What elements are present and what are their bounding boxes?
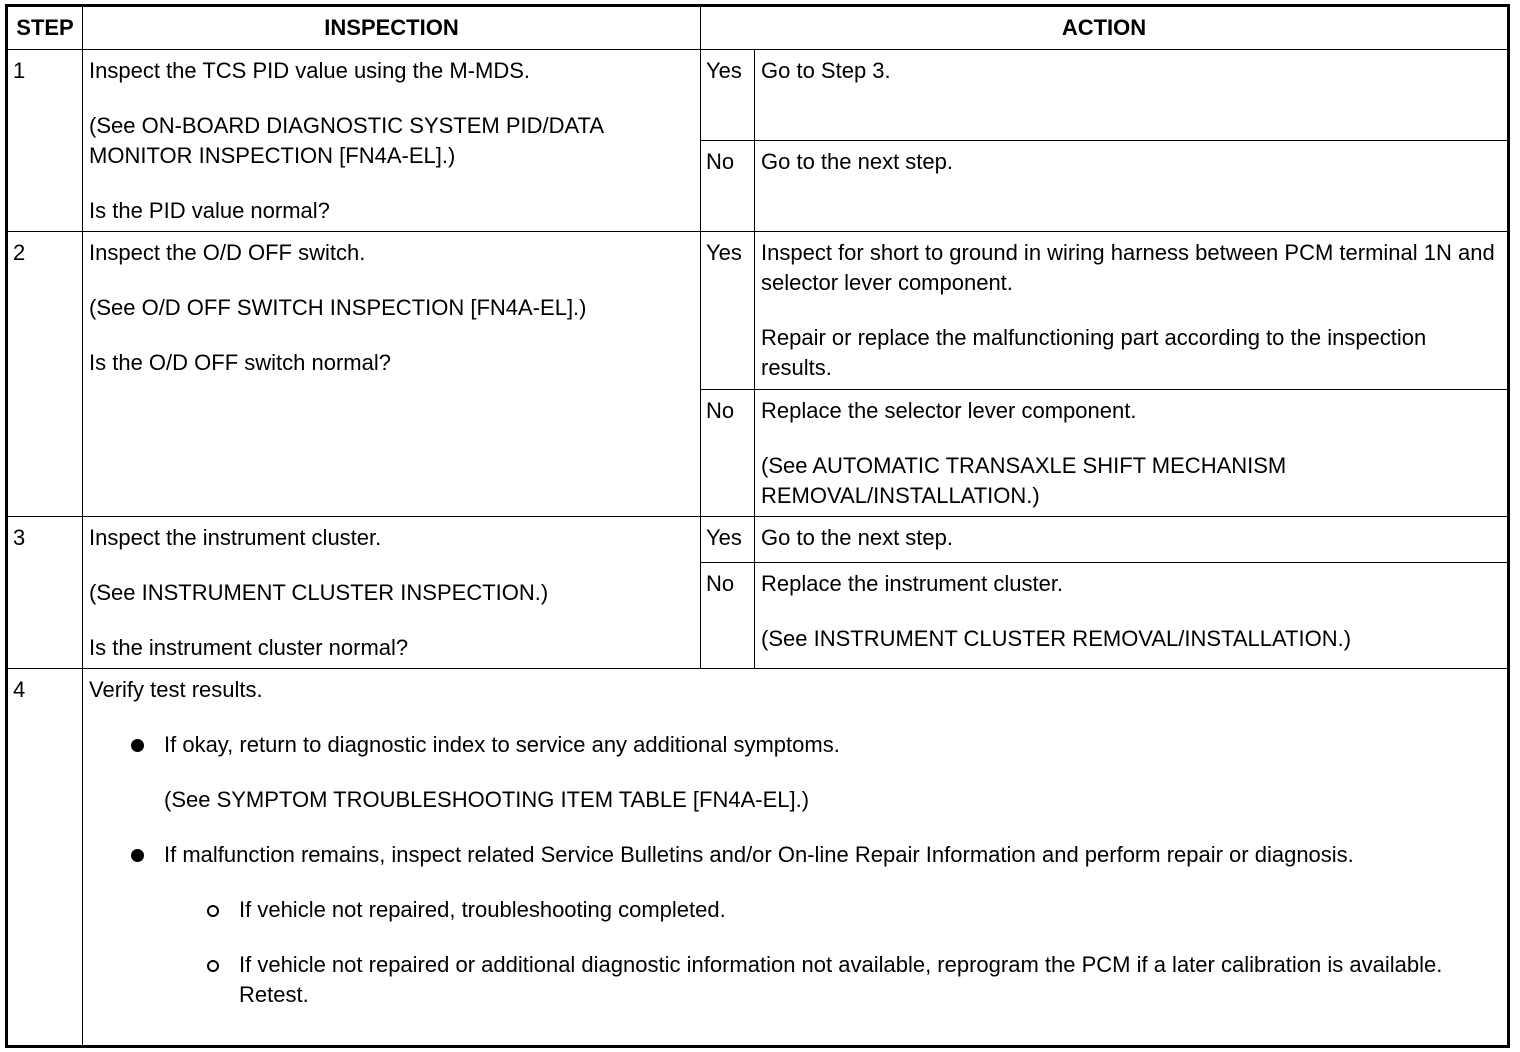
bullet-reference: (See SYMPTOM TROUBLESHOOTING ITEM TABLE [FN4A-EL].) xyxy=(164,787,810,812)
sub-bullet-list xyxy=(164,895,1501,1010)
action-header: ACTION xyxy=(701,7,1508,50)
step-1-yes-row xyxy=(8,50,1508,141)
step-1-no-action xyxy=(755,141,1508,232)
step-1-no-label: No xyxy=(701,141,755,232)
step-2-yes-action xyxy=(755,232,1508,390)
action-text: Replace the instrument cluster. xyxy=(761,571,1064,596)
bullet-item-okay xyxy=(164,730,1501,815)
step-3-no-action xyxy=(755,563,1508,669)
inspection-reference: (See INSTRUMENT CLUSTER INSPECTION.) xyxy=(89,580,549,605)
step-number: 4 xyxy=(13,677,26,702)
step-3-number-cell xyxy=(8,517,83,669)
result-bullet-list xyxy=(89,730,1501,1010)
header-row xyxy=(8,7,1508,50)
inspection-text: Inspect the O/D OFF switch. xyxy=(89,240,366,265)
step-2-number-cell xyxy=(8,232,83,517)
bullet-dot-icon xyxy=(131,849,144,862)
step-2-no-action xyxy=(755,390,1508,517)
action-reference: (See AUTOMATIC TRANSAXLE SHIFT MECHANISM REMOVAL/INSTALLATION.) xyxy=(761,453,1287,508)
diagnostic-table xyxy=(7,6,1508,1046)
inspection-text: Inspect the instrument cluster. xyxy=(89,525,382,550)
sub-bullet-text: If vehicle not repaired or additional diagnostic information not available, reprogram the PCM if a later calibration is available. Retest. xyxy=(239,952,1443,1007)
step-number: 2 xyxy=(13,240,26,265)
action-text: Inspect for short to ground in wiring harness between PCM terminal 1N and selector lever component. xyxy=(761,240,1495,295)
inspection-header: INSPECTION xyxy=(83,7,701,50)
step-3-yes-label: Yes xyxy=(701,517,755,563)
step-header: STEP xyxy=(8,7,83,50)
step-1-inspection-cell xyxy=(83,50,701,232)
inspection-reference: (See ON-BOARD DIAGNOSTIC SYSTEM PID/DATA MONITOR INSPECTION [FN4A-EL].) xyxy=(89,113,603,168)
inspection-question: Is the PID value normal? xyxy=(89,198,330,223)
bullet-item-malfunction xyxy=(164,840,1501,1010)
inspection-text: Inspect the TCS PID value using the M-MDS. xyxy=(89,58,530,83)
step-2-yes-row xyxy=(8,232,1508,390)
bullet-text: If okay, return to diagnostic index to service any additional symptoms. xyxy=(164,732,840,757)
action-text: Repair or replace the malfunctioning part according to the inspection results. xyxy=(761,325,1427,380)
inspection-question: Is the instrument cluster normal? xyxy=(89,635,409,660)
bullet-dot-icon xyxy=(131,739,144,752)
step-number: 1 xyxy=(13,58,26,83)
step-2-inspection-cell xyxy=(83,232,701,517)
step-4-row xyxy=(8,669,1508,1046)
sub-bullet-text: If vehicle not repaired, troubleshooting completed. xyxy=(239,897,726,922)
sub-bullet-item xyxy=(239,895,1501,925)
circle-bullet-icon xyxy=(207,960,219,972)
action-text: Go to the next step. xyxy=(761,149,954,174)
action-text: Replace the selector lever component. xyxy=(761,398,1137,423)
circle-bullet-icon xyxy=(207,905,219,917)
step-3-yes-action xyxy=(755,517,1508,563)
action-text: Go to the next step. xyxy=(761,525,954,550)
step-4-intro: Verify test results. xyxy=(89,677,263,702)
action-reference: (See INSTRUMENT CLUSTER REMOVAL/INSTALLATION.) xyxy=(761,626,1352,651)
step-1-yes-label: Yes xyxy=(701,50,755,141)
step-1-number-cell xyxy=(8,50,83,232)
step-4-number-cell xyxy=(8,669,83,1046)
bullet-text: If malfunction remains, inspect related Service Bulletins and/or On-line Repair Information and perform repair or diagnosis. xyxy=(164,842,1354,867)
step-2-yes-label: Yes xyxy=(701,232,755,390)
step-number: 3 xyxy=(13,525,26,550)
inspection-question: Is the O/D OFF switch normal? xyxy=(89,350,391,375)
sub-bullet-item xyxy=(239,950,1501,1010)
step-3-inspection-cell xyxy=(83,517,701,669)
step-2-no-label: No xyxy=(701,390,755,517)
inspection-reference: (See O/D OFF SWITCH INSPECTION [FN4A-EL].) xyxy=(89,295,587,320)
step-1-yes-action xyxy=(755,50,1508,141)
step-4-content-cell xyxy=(83,669,1508,1046)
step-3-no-label: No xyxy=(701,563,755,669)
step-3-yes-row xyxy=(8,517,1508,563)
action-text: Go to Step 3. xyxy=(761,58,891,83)
